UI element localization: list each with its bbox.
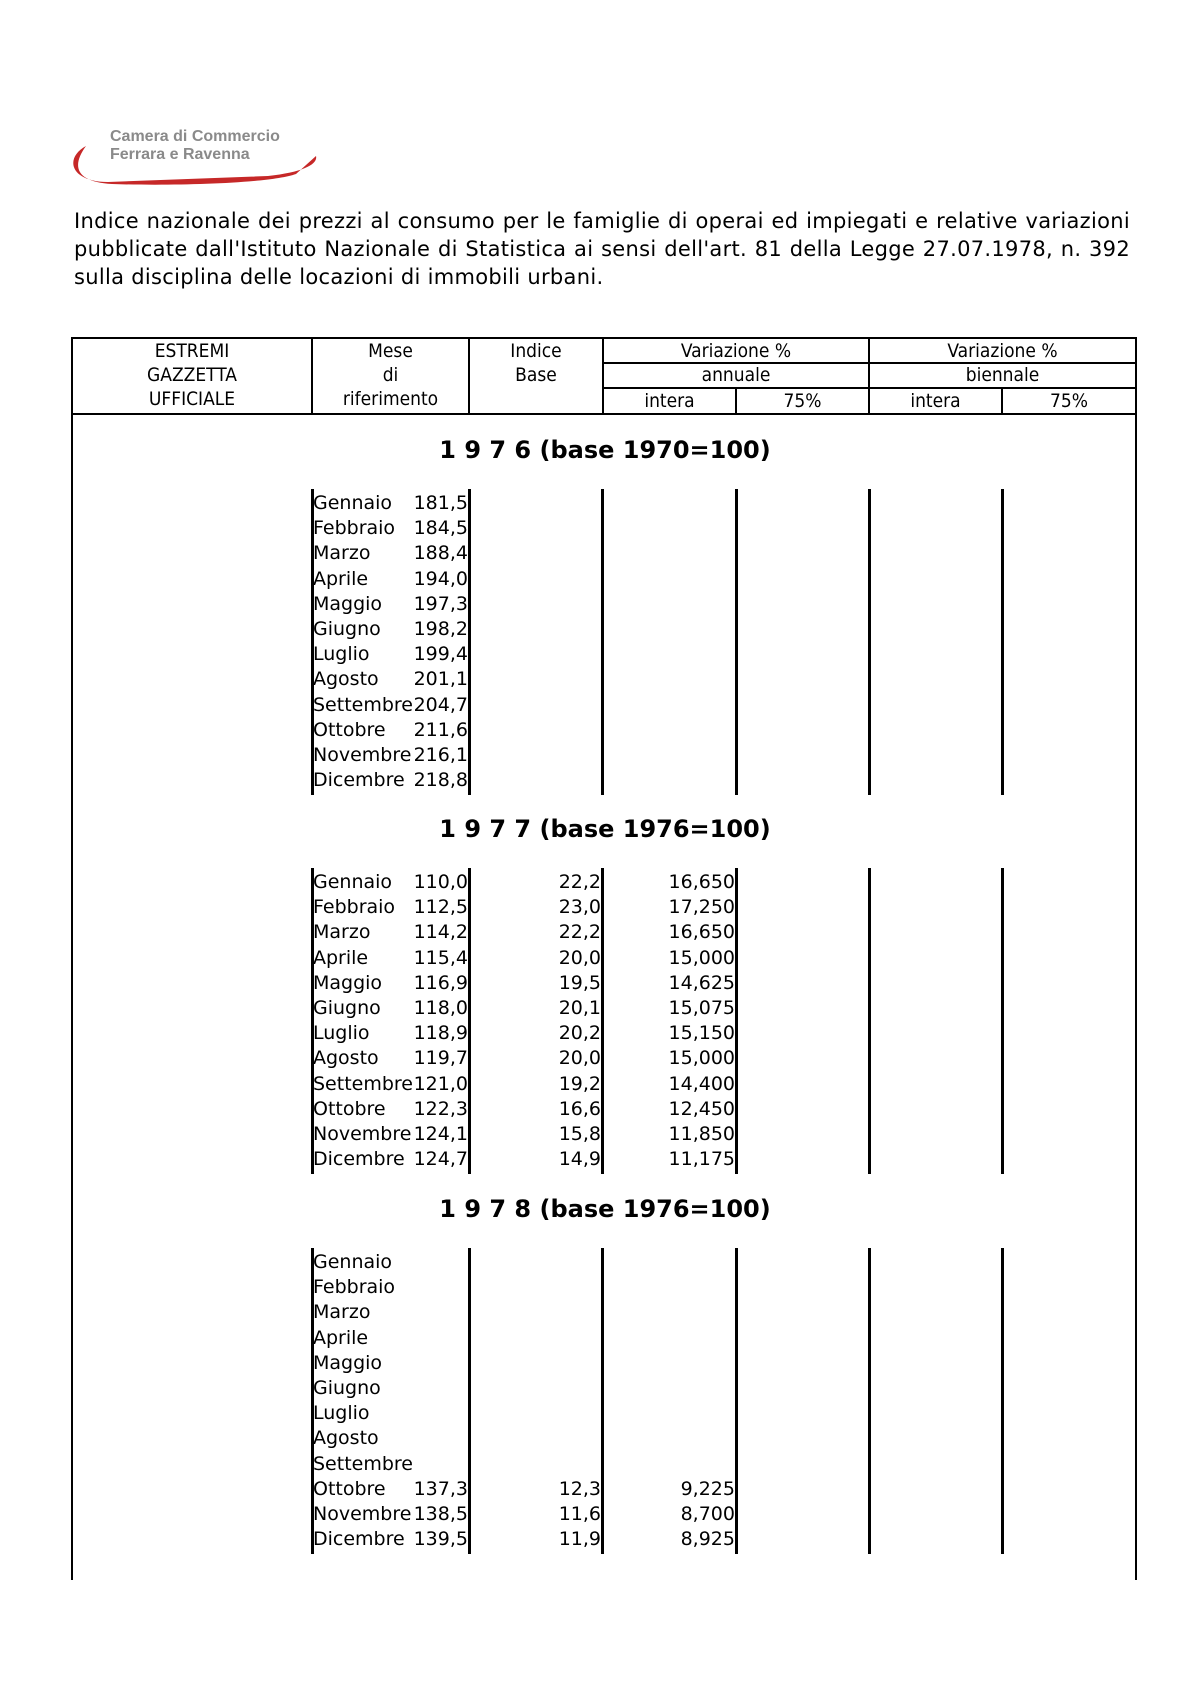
annual-intera-cell: 16,6 [558,1097,601,1120]
month-cell: Novembre [313,744,412,766]
month-cell: Febbraio [313,896,396,919]
annual-75-cell: 9,225 [680,1477,735,1500]
annual-75-cell: 15,000 [668,1047,735,1070]
indice-cell: 184,5 [413,517,468,540]
logo-line2: Ferrara e Ravenna [110,146,250,163]
indice-cell: 119,7 [413,1047,468,1070]
month-cell: Gennaio [313,492,393,514]
month-cell: Settembre [313,693,413,716]
table-row [0,667,1200,692]
month-cell: Febbraio [313,517,396,540]
month-cell: Dicembre [313,769,405,792]
table-row [0,1250,1200,1275]
annual-intera-cell: 22,2 [558,871,601,893]
table-row [0,1351,1200,1376]
table-row [0,1147,1200,1172]
header-indice: Indice Base [510,340,562,386]
annual-75-cell: 12,450 [668,1097,735,1120]
annual-75-cell: 15,075 [668,997,735,1019]
year-title: 1 9 7 7 (base 1976=100) [439,815,771,843]
annual-75-cell: 17,250 [668,896,735,919]
month-cell: Gennaio [313,1251,393,1273]
month-cell: Ottobre [313,1097,386,1120]
annual-intera-cell: 20,0 [558,1047,601,1070]
annual-intera-cell: 11,6 [558,1503,601,1525]
month-cell: Marzo [313,921,371,944]
table-row [0,642,1200,667]
month-cell: Maggio [313,971,383,994]
table-row [0,491,1200,516]
annual-intera-cell: 20,2 [558,1022,601,1045]
indice-cell: 110,0 [413,871,468,893]
annual-75-cell: 14,400 [668,1072,735,1095]
indice-cell: 138,5 [413,1503,468,1525]
chamber-logo [68,124,328,196]
month-cell: Novembre [313,1503,412,1525]
table-row [0,895,1200,920]
indice-cell: 116,9 [413,971,468,994]
month-cell: Agosto [313,1047,379,1070]
table-row [0,971,1200,996]
indice-cell: 188,4 [413,542,468,565]
table-row [0,1452,1200,1477]
indice-cell: 124,7 [413,1148,468,1171]
indice-cell: 139,5 [413,1528,468,1551]
annual-intera-cell: 22,2 [558,921,601,944]
annual-intera-cell: 19,2 [558,1072,601,1095]
indice-cell: 216,1 [413,744,468,766]
indice-cell: 112,5 [413,896,468,919]
table-row [0,541,1200,566]
indice-cell: 118,9 [413,1022,468,1045]
header-biennale: biennale [965,364,1040,386]
indice-cell: 204,7 [413,693,468,716]
month-cell: Ottobre [313,1477,386,1500]
indice-cell: 137,3 [413,1477,468,1500]
indice-cell: 211,6 [413,718,468,741]
month-cell: Ottobre [313,718,386,741]
month-cell: Luglio [313,1402,370,1425]
table-row [0,870,1200,895]
annual-intera-cell: 12,3 [558,1477,601,1500]
annual-75-cell: 14,625 [668,971,735,994]
month-cell: Febbraio [313,1276,396,1299]
header-biennale-75: 75% [1050,390,1088,412]
annual-75-cell: 11,850 [668,1123,735,1145]
month-cell: Novembre [313,1123,412,1145]
indice-cell: 124,1 [413,1123,468,1145]
annual-intera-cell: 20,1 [558,997,601,1019]
month-cell: Aprile [313,567,369,590]
indice-cell: 118,0 [413,997,468,1019]
indice-cell: 114,2 [413,921,468,944]
table-row [0,768,1200,793]
table-row [0,1502,1200,1527]
table-row [0,693,1200,718]
header-var-annuale: Variazione % [680,340,792,362]
annual-intera-cell: 11,9 [558,1528,601,1551]
indice-cell: 201,1 [413,668,468,691]
table-row [0,1326,1200,1351]
table-row [0,592,1200,617]
header-annuale-intera: intera [644,390,695,412]
indice-cell: 197,3 [413,592,468,615]
table-row [0,920,1200,945]
month-cell: Giugno [313,1377,381,1399]
logo-line1: Camera di Commercio [110,128,280,145]
header-biennale-intera: intera [910,390,961,412]
annual-intera-cell: 20,0 [558,946,601,969]
indice-cell: 218,8 [413,769,468,792]
table-row [0,743,1200,768]
indice-cell: 115,4 [413,946,468,969]
table-row [0,718,1200,743]
header-estremi: ESTREMI GAZZETTA UFFICIALE [147,340,237,410]
indice-cell: 198,2 [413,618,468,640]
month-cell: Giugno [313,618,381,640]
table-row [0,567,1200,592]
indice-cell: 121,0 [413,1072,468,1095]
header-annuale-75: 75% [783,390,822,412]
table-row [0,1300,1200,1325]
annual-75-cell: 8,700 [680,1503,735,1525]
header-bottom-rule [71,413,1137,415]
month-cell: Giugno [313,997,381,1019]
month-cell: Luglio [313,643,370,666]
table-row [0,1097,1200,1122]
indice-cell: 181,5 [413,492,468,514]
table-row [0,1046,1200,1071]
indice-cell: 199,4 [413,643,468,666]
month-cell: Marzo [313,542,371,565]
table-row [0,1401,1200,1426]
year-title: 1 9 7 6 (base 1970=100) [439,436,771,464]
header-var-biennale: Variazione % [947,340,1058,362]
table-row [0,1477,1200,1502]
month-cell: Maggio [313,1351,383,1374]
table-row [0,1376,1200,1401]
month-cell: Agosto [313,668,379,691]
table-row [0,996,1200,1021]
indice-cell: 194,0 [413,567,468,590]
table-row [0,1021,1200,1046]
month-cell: Dicembre [313,1148,405,1171]
month-cell: Gennaio [313,871,393,893]
intro-text: Indice nazionale dei prezzi al consumo per le famiglie di operai ed impiegati e relative variazioni pubblicate dall'Istituto Nazionale di Statistica ai sensi dell'art. 81 della Legge 27.07.1978, n. 392 sulla disciplina delle locazioni di immobili urbani. [74,209,1130,289]
annual-75-cell: 15,150 [668,1022,735,1045]
month-cell: Dicembre [313,1528,405,1551]
table-row [0,516,1200,541]
table-row [0,1527,1200,1552]
month-cell: Settembre [313,1452,413,1475]
table-row [0,617,1200,642]
month-cell: Maggio [313,592,383,615]
annual-75-cell: 8,925 [680,1528,735,1551]
table-row [0,1122,1200,1147]
table-row [0,1426,1200,1451]
annual-intera-cell: 23,0 [558,896,601,919]
annual-intera-cell: 15,8 [558,1123,601,1145]
annual-intera-cell: 19,5 [558,971,601,994]
annual-75-cell: 11,175 [668,1148,735,1171]
month-cell: Luglio [313,1022,370,1045]
month-cell: Marzo [313,1301,371,1324]
month-cell: Agosto [313,1427,379,1450]
annual-75-cell: 16,650 [668,871,735,893]
annual-75-cell: 16,650 [668,921,735,944]
header-mese: Mese di riferimento [342,340,439,410]
indice-cell: 122,3 [413,1097,468,1120]
header-annuale: annuale [701,364,771,386]
month-cell: Aprile [313,1326,369,1349]
annual-intera-cell: 14,9 [558,1148,601,1171]
table-row [0,1072,1200,1097]
month-cell: Aprile [313,946,369,969]
year-title: 1 9 7 8 (base 1976=100) [439,1195,771,1223]
month-cell: Settembre [313,1072,413,1095]
table-row [0,1275,1200,1300]
annual-75-cell: 15,000 [668,946,735,969]
table-row [0,946,1200,971]
